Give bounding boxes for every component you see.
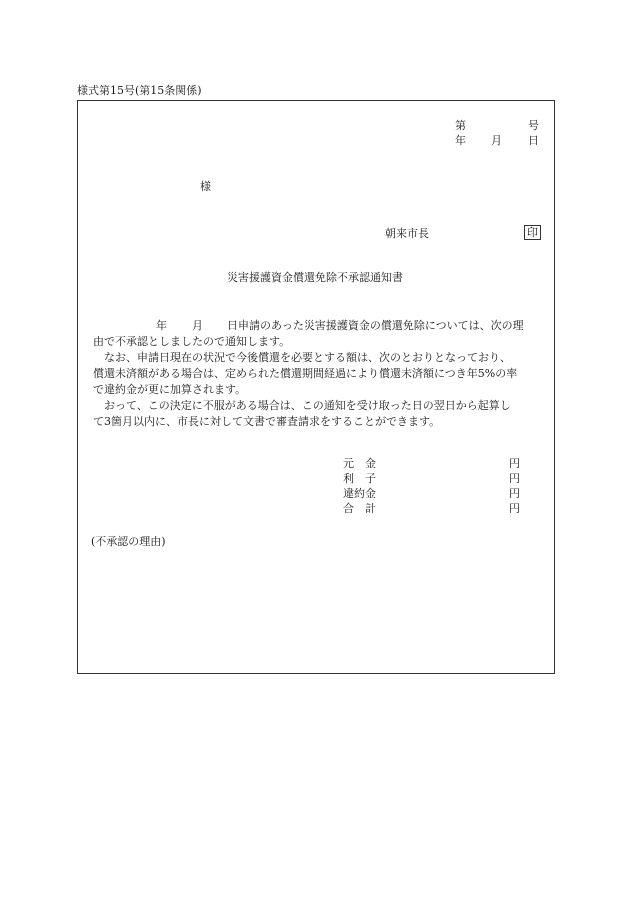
p2-text-line1: なお、申請日現在の状況で今後償還を必要とする額は、次のとおりとなっており、 — [93, 351, 511, 364]
paragraph-3 — [93, 398, 543, 430]
p3-text-line1: おって、この決定に不服がある場合は、この通知を受け取った日の翌日から起算し — [93, 399, 511, 412]
p1-text-line2: 由で不承認としましたので通知します。 — [93, 335, 291, 348]
seal-stamp: 印 — [524, 225, 541, 240]
p1-text-line1: 日申請のあった災害援護資金の償還免除については、次の理 — [227, 319, 524, 332]
date-year: 年 — [455, 134, 466, 147]
amount-interest-unit: 円 — [509, 472, 520, 485]
issuer-name: 朝来市長 — [385, 227, 429, 240]
amount-penalty-unit: 円 — [509, 487, 520, 500]
reason-label: (不承認の理由) — [91, 535, 166, 548]
amount-interest-label: 利 子 — [343, 472, 376, 485]
amount-principal-label: 元 金 — [343, 457, 376, 470]
amount-total-unit: 円 — [509, 502, 520, 515]
number-suffix: 号 — [528, 119, 539, 132]
date-month: 月 — [491, 134, 502, 147]
p1-month: 月 — [192, 319, 203, 332]
p2-text-line3: で違約金が更に加算されます。 — [93, 383, 247, 396]
p1-year: 年 — [156, 319, 167, 332]
document-title: 災害援護資金償還免除不承認通知書 — [227, 271, 403, 284]
form-number-label: 様式第15号(第15条関係) — [77, 84, 202, 97]
p2-text-line2: 償還未済額がある場合は、定められた償還期間経過により償還未済額につき年5%の率 — [93, 367, 518, 380]
amount-total-label: 合 計 — [343, 502, 376, 515]
p3-text-line2: て3箇月以内に、市長に対して文書で審査請求をすることができます。 — [93, 415, 441, 428]
amount-penalty-label: 違約金 — [343, 487, 376, 500]
number-prefix: 第 — [455, 119, 466, 132]
date-day: 日 — [528, 134, 539, 147]
paragraph-1 — [93, 318, 543, 350]
amount-principal-unit: 円 — [509, 457, 520, 470]
addressee-suffix: 様 — [200, 180, 211, 193]
paragraph-2 — [93, 350, 543, 398]
